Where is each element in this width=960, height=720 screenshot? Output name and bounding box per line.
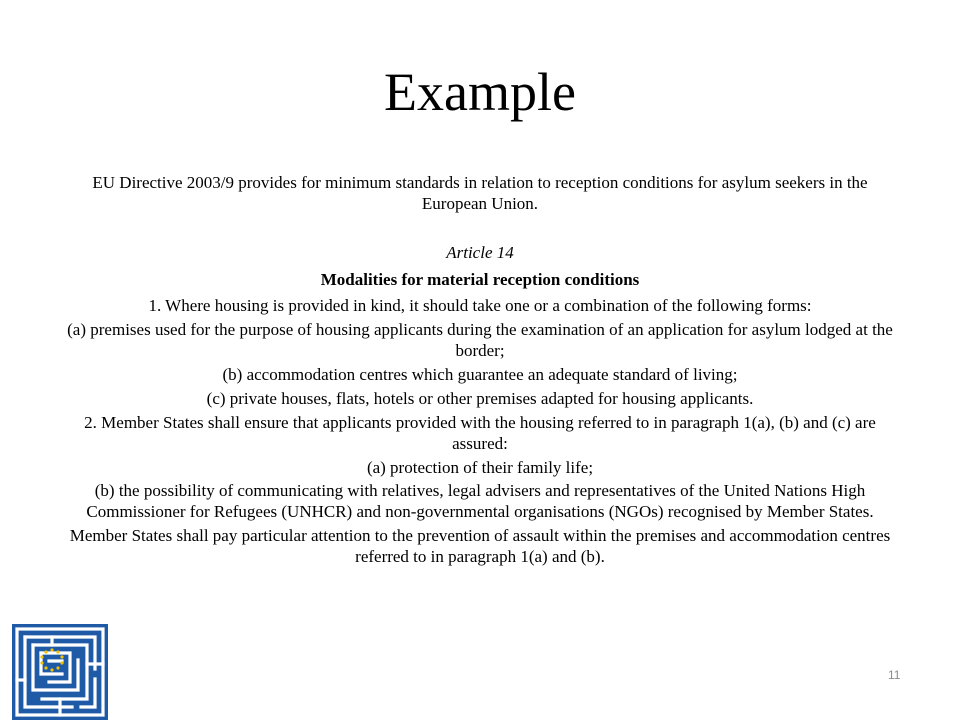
intro-text: EU Directive 2003/9 provides for minimum standards in relation to reception conditions for asylum seekers in the European Union. <box>92 173 868 213</box>
paragraph-1b: (b) accommodation centres which guarantee an adequate standard of living; <box>222 365 738 384</box>
maze-logo-icon <box>12 624 108 720</box>
slide-title: Example <box>384 62 576 122</box>
paragraph-1a: (a) premises used for the purpose of housing applicants during the examination of an application for asylum lodged at the border; <box>67 320 893 360</box>
maze-logo-graphic <box>12 624 108 720</box>
paragraph-1: 1. Where housing is provided in kind, it should take one or a combination of the following forms: <box>148 296 812 315</box>
paragraph-2: 2. Member States shall ensure that applicants provided with the housing referred to in paragraph 1(a), (b) and (c) are assured: <box>84 413 876 453</box>
page-number: 11 <box>888 668 901 682</box>
paragraph-closing: Member States shall pay particular attention to the prevention of assault within the premises and accommodation centres referred to in paragraph 1(a) and (b). <box>69 526 891 566</box>
paragraph-2b: (b) the possibility of communicating with relatives, legal advisers and representatives of the United Nations High Commissioner for Refugees (UNHCR) and non-governmental organisations (NGOs) recognised by Member States. <box>86 481 874 521</box>
article-heading: Modalities for material reception conditions <box>320 270 640 289</box>
paragraph-2a: (a) protection of their family life; <box>366 458 594 477</box>
paragraph-1c: (c) private houses, flats, hotels or other premises adapted for housing applicants. <box>206 389 754 408</box>
slide-body <box>60 172 900 570</box>
article-label: Article 14 <box>446 243 514 262</box>
